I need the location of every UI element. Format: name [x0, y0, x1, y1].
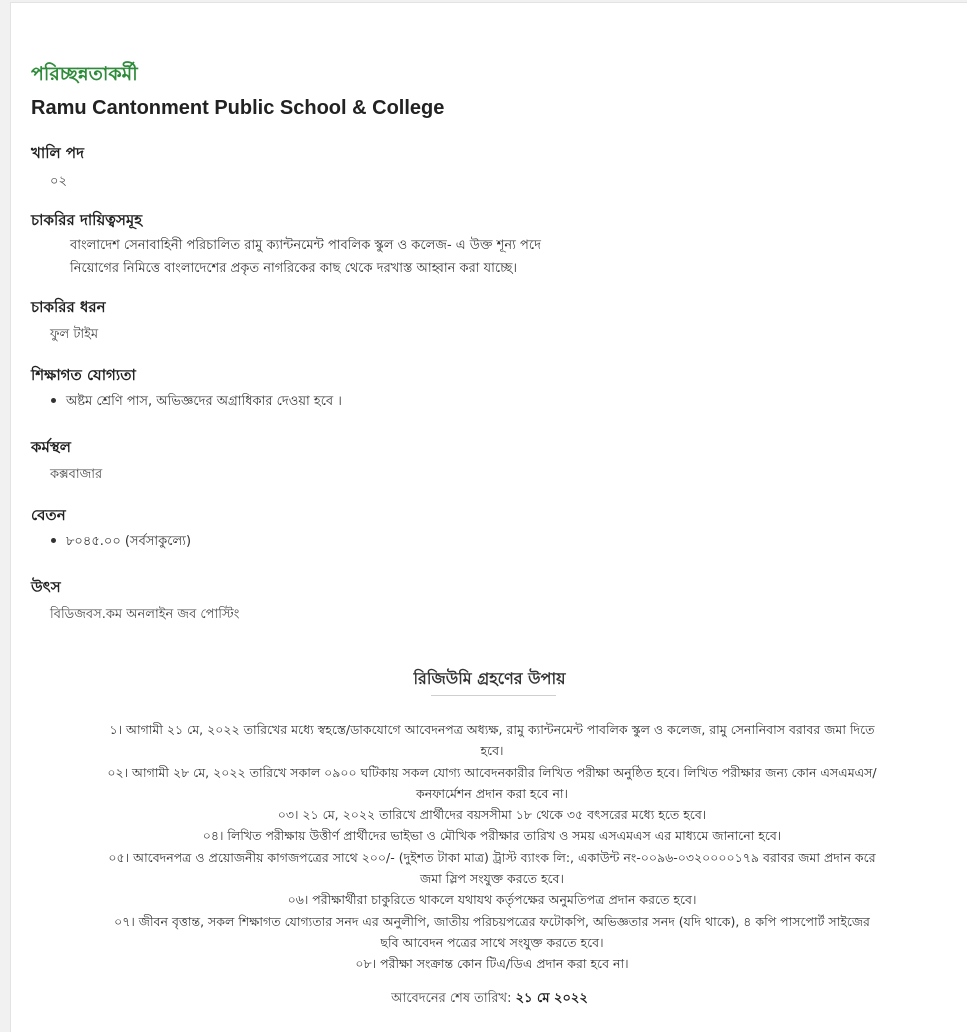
responsibilities-heading: চাকরির দায়িত্বসমূহ	[31, 211, 143, 229]
location-value: কক্সবাজার	[50, 467, 103, 482]
salary-item-text: ৮০৪৫.০০ (সর্বসাকুল্যে)	[66, 534, 192, 549]
instruction-line: ০৮। পরীক্ষা সংক্রান্ত কোন টিএ/ডিএ প্রদান করা হবে না।	[355, 956, 629, 972]
company-name: Ramu Cantonment Public School & College	[31, 97, 445, 119]
salary-item	[51, 532, 191, 553]
salary-heading: বেতন	[31, 506, 66, 524]
employment-type-value: ফুল টাইম	[50, 327, 99, 342]
job-detail-card	[10, 2, 967, 1032]
education-item	[51, 392, 342, 413]
location-heading: কর্মস্থল	[31, 438, 71, 456]
responsibilities-line: নিয়োগের নিমিত্তে বাংলাদেশের প্রকৃত নাগরিকের কাছ থেকে দরখাস্ত আহ্বান করা যাচ্ছে।	[70, 261, 518, 276]
instruction-line: ছবি আবেদন পত্রের সাথে সংযুক্ত করতে হবে।	[380, 934, 604, 950]
source-heading: উৎস	[31, 578, 61, 596]
employment-type-heading: চাকরির ধরন	[31, 298, 106, 316]
deadline-label: আবেদনের শেষ তারিখ:	[391, 991, 512, 1006]
deadline-value: ২১ মে ২০২২	[515, 991, 588, 1006]
instruction-line: জমা স্লিপ সংযুক্ত করতে হবে।	[420, 871, 564, 887]
bullet-dot	[51, 398, 56, 403]
heading-divider	[431, 695, 556, 696]
education-item-text: অষ্টম শ্রেণি পাস, অভিজ্ঞদের অগ্রাধিকার দেওয়া হবে ।	[66, 394, 342, 409]
source-value: বিডিজবস.কম অনলাইন জব পোস্টিং	[50, 607, 240, 622]
instruction-line: ০৫। আবেদনপত্র ও প্রয়োজনীয় কাগজপত্রের সাথে ২০০/- (দুইশত টাকা মাত্র) ট্রাস্ট ব্যাংক লি:, একাউন্ট নং-০০৯৬-০৩২০০০০১৭৯ বরাবর জমা প্রদান করে	[108, 849, 876, 865]
education-heading: শিক্ষাগত যোগ্যতা	[31, 366, 136, 384]
instruction-line: ০৬। পরীক্ষার্থীরা চাকুরিতে থাকলে যথাযথ কর্তৃপক্ষের অনুমতিপত্র প্রদান করতে হবে।	[287, 892, 697, 908]
instruction-line: কনফার্মেশন প্রদান করা হবে না।	[415, 785, 568, 801]
apply-instructions	[27, 719, 957, 975]
apply-instructions-heading: রিজিউমি গ্রহণের উপায়	[413, 669, 566, 688]
instruction-line: ১। আগামী ২১ মে, ২০২২ তারিখের মধ্যে স্বহস্তে/ডাকযোগে আবেদনপত্র অধ্যক্ষ, রামু ক্যান্টনমেন্ট পাবলিক স্কুল ও কলেজ, রামু সেনানিবাস বরাবর জমা দিতে	[109, 722, 875, 737]
application-deadline	[11, 989, 967, 1010]
instruction-line: ০২। আগামী ২৮ মে, ২০২২ তারিখে সকাল ০৯০০ ঘটিকায় সকল যোগ্য আবেদনকারীর লিখিত পরীক্ষা অনুষ্ঠিত হবে। লিখিত পরীক্ষার জন্য কোন এসএমএস/	[107, 764, 877, 780]
responsibilities-line: বাংলাদেশ সেনাবাহিনী পরিচালিত রামু ক্যান্টনমেন্ট পাবলিক স্কুল ও কলেজ- এ উক্ত শূন্য পদে	[70, 238, 541, 253]
bullet-dot	[51, 538, 56, 543]
instruction-line: ০৭। জীবন বৃত্তান্ত, সকল শিক্ষাগত যোগ্যতার সনদ এর অনুলীপি, জাতীয় পরিচয়পত্রের ফটোকপি, অভিজ্ঞতার সনদ (যদি থাকে), ৪ কপি পাসপোর্ট সাইজের	[114, 913, 870, 929]
instruction-line: ০৪। লিখিত পরীক্ষায় উত্তীর্ণ প্রার্থীদের ভাইভা ও মৌখিক পরীক্ষার তারিখ ও সময় এসএমএস এর মাধ্যমে জানানো হবে।	[202, 828, 782, 844]
vacancy-heading: খালি পদ	[31, 144, 84, 162]
instruction-line: ০৩। ২১ মে, ২০২২ তারিখে প্রার্থীদের বয়সসীমা ১৮ থেকে ৩৫ বৎসরের মধ্যে হতে হবে।	[277, 807, 707, 823]
job-title: পরিচ্ছন্নতাকর্মী	[31, 63, 138, 85]
instruction-line: হবে।	[480, 743, 504, 759]
vacancy-value: ০২	[50, 174, 67, 189]
